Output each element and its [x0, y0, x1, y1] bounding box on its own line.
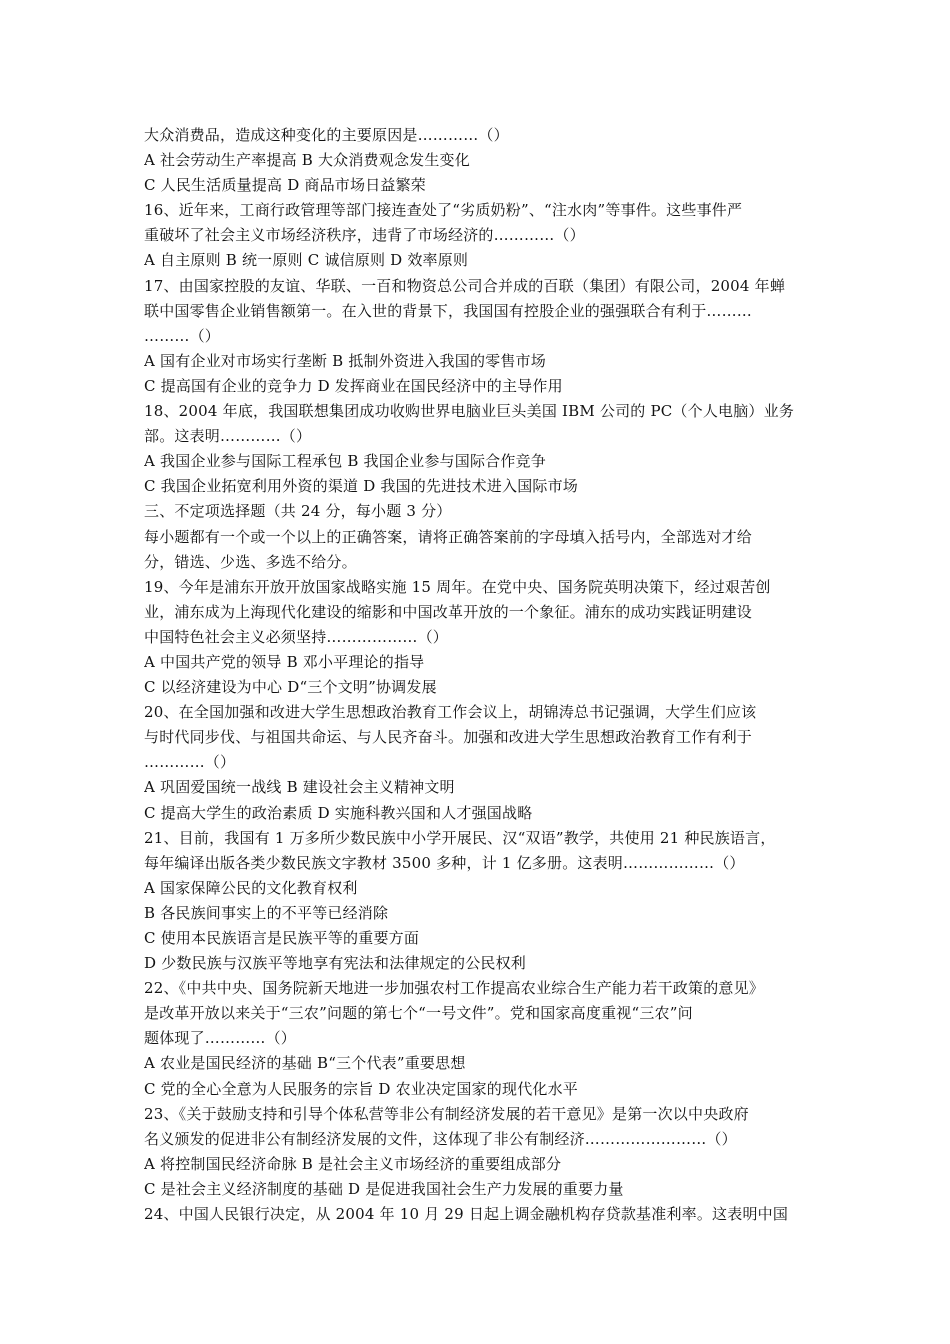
text-line: 联中国零售企业销售额第一。在入世的背景下，我国国有控股企业的强强联合有利于………: [144, 301, 753, 320]
answer-option: B 各民族间事实上的不平等已经消除: [144, 903, 389, 922]
answer-options: A 农业是国民经济的基础 B“三个代表”重要思想: [144, 1054, 466, 1073]
text-line: ………（）: [144, 326, 221, 345]
text-line: 重破坏了社会主义市场经济秩序，违背了市场经济的…………（）: [144, 226, 585, 245]
answer-options: C 党的全心全意为人民服务的宗旨 D 农业决定国家的现代化水平: [144, 1079, 579, 1098]
text-line: 部。这表明…………（）: [144, 427, 312, 446]
question-19: 19、今年是浦东开放开放国家战略实施 15 周年。在党中央、国务院英明决策下，经过艰苦创: [144, 577, 771, 596]
question-20: 20、在全国加强和改进大学生思想政治教育工作会议上，胡锦涛总书记强调，大学生们应该: [144, 703, 757, 722]
answer-options: A 国有企业对市场实行垄断 B 抵制外资进入我国的零售市场: [144, 351, 546, 370]
question-16: 16、近年来，工商行政管理等部门接连查处了“劣质奶粉”、“注水肉”等事件。这些事件严: [144, 201, 743, 220]
text-line: …………（）: [144, 753, 236, 772]
answer-option: D 少数民族与汉族平等地享有宪法和法律规定的公民权利: [144, 954, 526, 973]
answer-options: A 社会劳动生产率提高 B 大众消费观念发生变化: [144, 151, 470, 170]
question-18: 18、2004 年底，我国联想集团成功收购世界电脑业巨头美国 IBM 公司的 PC（个人电脑）业务: [144, 402, 795, 421]
text-line: 每年编译出版各类少数民族文字教材 3500 多种，计 1 亿多册。这表明………………（）: [144, 853, 745, 872]
question-23: 23、《关于鼓励支持和引导个体私营等非公有制经济发展的若干意见》是第一次以中央政府: [144, 1104, 749, 1123]
answer-options: C 提高国有企业的竞争力 D 发挥商业在国民经济中的主导作用: [144, 376, 563, 395]
answer-options: C 我国企业拓宽利用外资的渠道 D 我国的先进技术进入国际市场: [144, 477, 579, 496]
answer-options: A 将控制国民经济命脉 B 是社会主义市场经济的重要组成部分: [144, 1154, 562, 1173]
text-line: 大众消费品，造成这种变化的主要原因是…………（）: [144, 126, 509, 144]
question-22: 22、《中共中央、国务院新天地进一步加强农村工作提高农业综合生产能力若干政策的意见》: [144, 979, 764, 998]
question-17: 17、由国家控股的友谊、华联、一百和物资总公司合并成的百联（集团）有限公司，2004 年蝉: [144, 276, 786, 295]
text-line: 中国特色社会主义必须坚持………………（）: [144, 627, 449, 646]
answer-options: C 人民生活质量提高 D 商品市场日益繁荣: [144, 176, 427, 195]
question-21: 21、目前，我国有 1 万多所少数民族中小学开展民、汉“双语”教学，共使用 21 种民族语言，: [144, 828, 776, 847]
answer-options: A 我国企业参与国际工程承包 B 我国企业参与国际合作竞争: [144, 452, 546, 471]
text-line: 业，浦东成为上海现代化建设的缩影和中国改革开放的一个象征。浦东的成功实践证明建设: [144, 602, 753, 621]
section-instructions: 分，错选、少选、多选不给分。: [144, 552, 357, 571]
answer-options: C 是社会主义经济制度的基础 D 是促进我国社会生产力发展的重要力量: [144, 1179, 624, 1198]
answer-option: C 使用本民族语言是民族平等的重要方面: [144, 929, 420, 947]
answer-options: A 中国共产党的领导 B 邓小平理论的指导: [144, 652, 425, 671]
text-line: 名义颁发的促进非公有制经济发展的文件，这体现了非公有制经济……………………（）: [144, 1129, 737, 1148]
answer-option: A 国家保障公民的文化教育权利: [144, 878, 358, 897]
text-line: 与时代同步伐、与祖国共命运、与人民齐奋斗。加强和改进大学生思想政治教育工作有利于: [144, 728, 753, 747]
answer-options: C 提高大学生的政治素质 D 实施科教兴国和人才强国战略: [144, 803, 533, 822]
answer-options: A 自主原则 B 统一原则 C 诚信原则 D 效率原则: [144, 251, 469, 270]
text-line: 题体现了…………（）: [144, 1029, 297, 1048]
question-24: 24、中国人民银行决定，从 2004 年 10 月 29 日起上调金融机构存贷款基准利率。这表明中国: [144, 1205, 789, 1224]
answer-options: A 巩固爱国统一战线 B 建设社会主义精神文明: [144, 778, 455, 797]
document-page: [144, 123, 810, 1227]
text-line: 是改革开放以来关于“三农”问题的第七个“一号文件”。党和国家高度重视“三农”问: [144, 1004, 693, 1023]
answer-options: C 以经济建设为中心 D“三个文明”协调发展: [144, 678, 437, 697]
section-heading: 三、不定项选择题（共 24 分，每小题 3 分）: [144, 502, 452, 521]
section-instructions: 每小题都有一个或一个以上的正确答案，请将正确答案前的字母填入括号内，全部选对才给: [144, 527, 753, 546]
